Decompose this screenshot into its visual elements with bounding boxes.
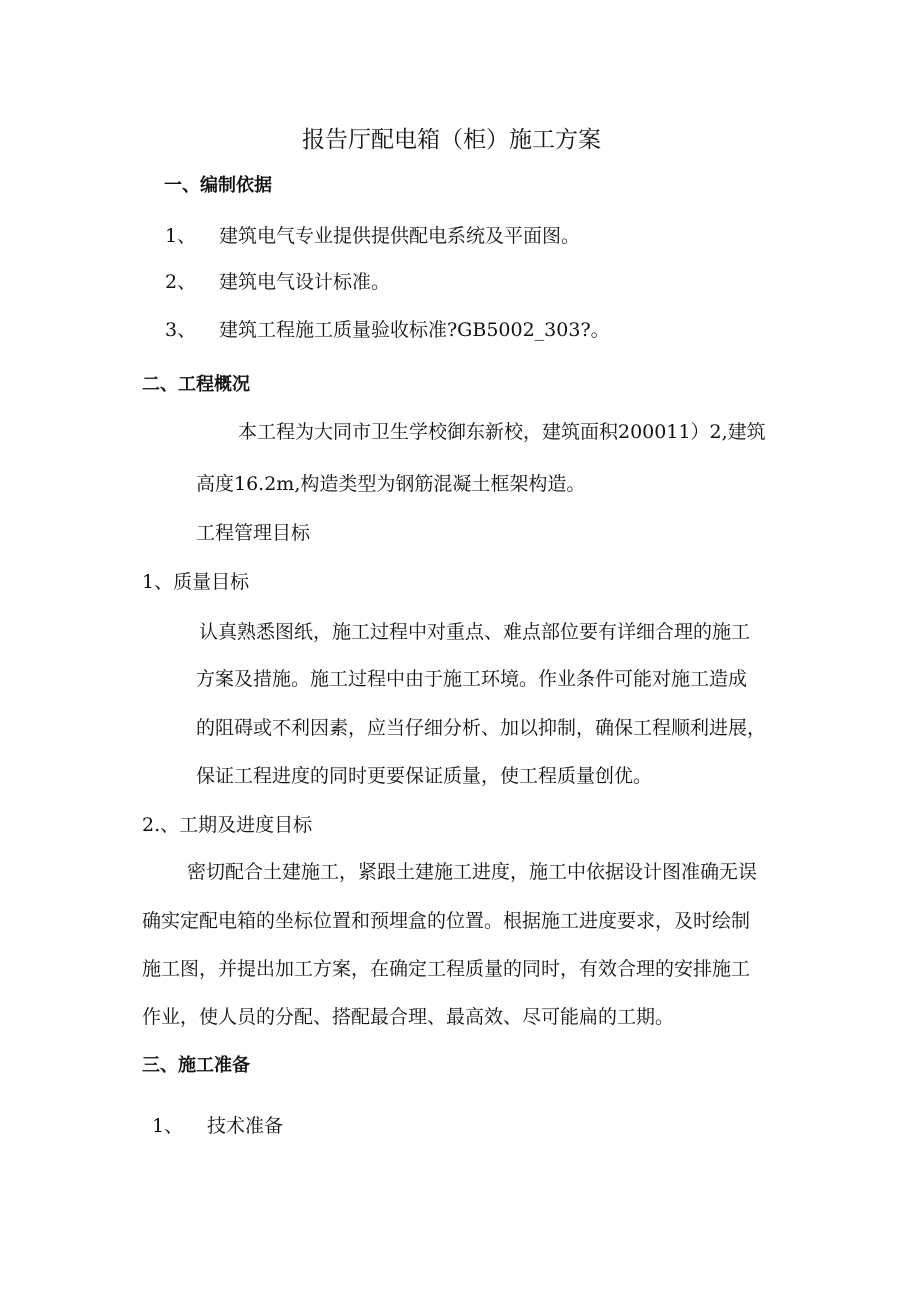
list-item-text: 建筑电气专业提供提供配电系统及平面图。 (219, 225, 581, 247)
overview-line: 高度16.2m,构造类型为钢筋混凝土框架构造。 (196, 473, 586, 495)
list-item (152, 1114, 183, 1138)
overview-line: 本工程为大同市卫生学校御东新校，建筑面积200011）2,建筑 (238, 421, 766, 443)
list-item-number: 1、 (152, 1115, 184, 1137)
list-item-text: 建筑工程施工质量验收标准?GB5002_303?。 (219, 319, 610, 341)
list-item (165, 270, 196, 294)
list-item (165, 318, 196, 342)
quality-line: 方案及措施。施工过程中由于施工环境。作业条件可能对施工造成 (196, 668, 748, 690)
schedule-line: 密切配合土建施工，紧跟土建施工进度，施工中依据设计图准确无误 (187, 861, 758, 883)
section-heading-preparation: 三、施工准备 (142, 1055, 250, 1076)
subheading-management-goals: 工程管理目标 (196, 522, 311, 544)
list-item-number: 1、 (165, 225, 197, 247)
list-item-text: 技术准备 (207, 1115, 284, 1137)
document-title: 报告厅配电箱（柜）施工方案 (302, 127, 601, 153)
quality-line: 的阻碍或不利因素，应当仔细分析、加以抑制，确保工程顺利进展， (196, 717, 767, 739)
subheading-schedule-goal: 2.、工期及进度目标 (142, 814, 313, 836)
schedule-line: 施工图，并提出加工方案，在确定工程质量的同时，有效合理的安排施工 (142, 958, 751, 980)
quality-line: 保证工程进度的同时更要保证质量，使工程质量创优。 (196, 765, 653, 787)
list-item-number: 3、 (165, 319, 197, 341)
quality-line: 认真熟悉图纸，施工过程中对重点、难点部位要有详细合理的施工 (199, 621, 751, 643)
list-item-text: 建筑电气设计标准。 (219, 271, 391, 293)
list-item (165, 224, 196, 248)
schedule-line: 确实定配电箱的坐标位置和预埋盒的位置。根据施工进度要求，及时绘制 (142, 910, 751, 932)
schedule-line: 作业，使人员的分配、搭配最合理、最高效、尽可能扁的工期。 (142, 1006, 675, 1028)
section-heading-overview: 二、工程概况 (142, 374, 250, 395)
subheading-quality-goal: 1、质量目标 (142, 571, 250, 593)
section-heading-basis: 一、编制依据 (164, 175, 272, 196)
list-item-number: 2、 (165, 271, 197, 293)
